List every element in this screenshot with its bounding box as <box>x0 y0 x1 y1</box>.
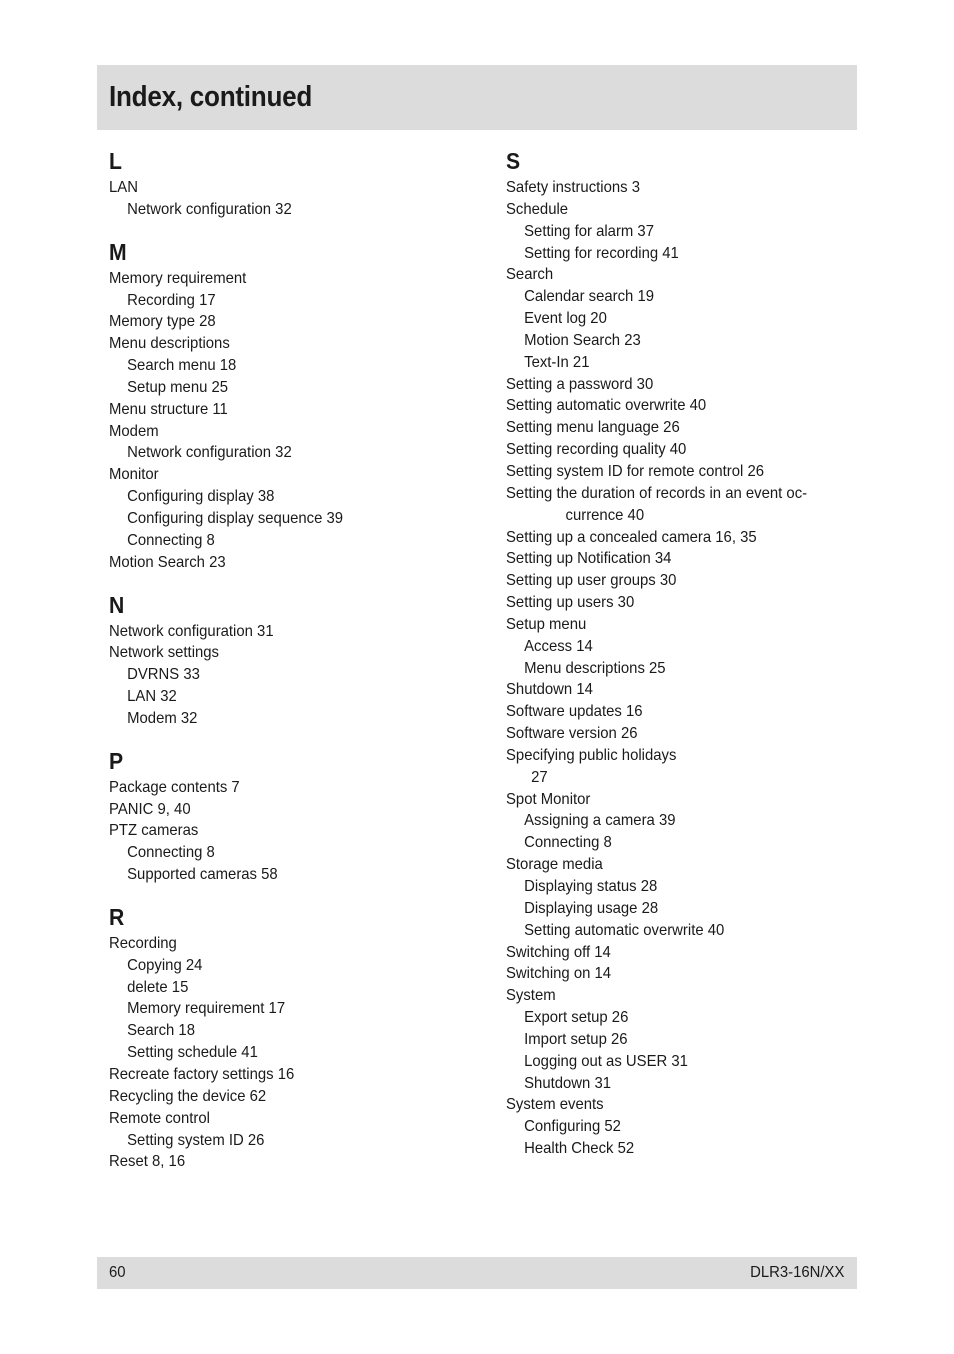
index-entry: Spot Monitor <box>506 790 591 808</box>
index-subentry: Connecting 8 <box>524 834 612 852</box>
index-subentry: Setup menu 25 <box>127 378 229 396</box>
index-entry: Switching off 14 <box>506 943 611 961</box>
index-entry-continuation: 27 <box>531 768 548 786</box>
index-section-l <box>109 146 509 221</box>
page-number: 60 <box>109 1264 126 1281</box>
index-entry: Recording <box>109 934 177 952</box>
index-entry: Memory requirement <box>109 269 247 287</box>
section-letter: R <box>109 903 125 930</box>
index-subentry: Copying 24 <box>127 956 203 974</box>
index-entry: Package contents 7 <box>109 778 240 796</box>
index-entry: Network configuration 31 <box>109 622 274 640</box>
index-subentry: Search 18 <box>127 1022 195 1040</box>
section-letter: M <box>109 238 127 265</box>
index-subentry: Connecting 8 <box>127 844 215 862</box>
index-subentry: Setting schedule 41 <box>127 1044 258 1062</box>
index-entry: Setting system ID for remote control 26 <box>506 462 765 480</box>
index-subentry: Recording 17 <box>127 291 216 309</box>
index-subentry: Search menu 18 <box>127 357 237 375</box>
page-title: Index, continued <box>109 81 313 113</box>
index-section-m <box>109 237 509 574</box>
index-entry: Remote control <box>109 1109 210 1127</box>
index-subentry: Modem 32 <box>127 709 198 727</box>
index-entry: Setting up users 30 <box>506 594 635 612</box>
section-letter: S <box>506 148 521 174</box>
index-entry: System <box>506 987 556 1005</box>
index-entry: Setting menu language 26 <box>506 419 680 437</box>
document-id: DLR3-16N/XX <box>749 1264 844 1281</box>
index-entry: Search <box>506 266 554 284</box>
index-entry: Specifying public holidays <box>506 746 677 764</box>
section-letter: N <box>109 591 125 618</box>
index-column-left <box>109 146 509 1173</box>
index-entry: Recreate factory settings 16 <box>109 1066 295 1083</box>
index-subentry: Access 14 <box>524 637 593 655</box>
index-subentry: delete 15 <box>127 978 189 996</box>
index-entry: Setting up user groups 30 <box>506 572 677 590</box>
index-subentry: Text-In 21 <box>524 353 590 371</box>
index-subentry: Network configuration 32 <box>127 200 292 218</box>
index-subentry: LAN 32 <box>127 688 177 706</box>
index-subentry: Displaying usage 28 <box>524 899 659 917</box>
index-subentry: Calendar search 19 <box>524 288 655 306</box>
index-subentry: Configuring display sequence 39 <box>127 509 344 527</box>
index-entry: Shutdown 14 <box>506 681 593 699</box>
index-subentry: Setting system ID 26 <box>127 1131 265 1149</box>
index-entry: Setup menu <box>506 615 587 633</box>
index-entry: Storage media <box>506 856 603 874</box>
index-section-r <box>109 902 509 1173</box>
index-subentry: Menu descriptions 25 <box>524 659 666 677</box>
index-subentry: Setting automatic overwrite 40 <box>524 921 725 939</box>
index-entry: Switching on 14 <box>506 965 612 983</box>
index-entry: Schedule <box>506 200 569 218</box>
index-entry: Setting automatic overwrite 40 <box>506 397 707 415</box>
index-entry: Software updates 16 <box>506 703 643 721</box>
index-entry: System events <box>506 1096 604 1114</box>
index-subentry: Memory requirement 17 <box>127 1000 286 1018</box>
index-entry: Setting up Notification 34 <box>506 550 672 568</box>
index-column-right <box>506 146 906 1160</box>
section-letter: L <box>109 148 122 174</box>
index-subentry: Connecting 8 <box>127 531 215 549</box>
index-entry: Recycling the device 62 <box>109 1087 267 1105</box>
index-subentry: Assigning a camera 39 <box>524 812 676 830</box>
index-entry: Memory type 28 <box>109 313 216 331</box>
index-subentry: Displaying status 28 <box>524 878 658 895</box>
footer-band <box>97 1257 857 1289</box>
index-entry: PANIC 9, 40 <box>109 800 191 818</box>
index-entry: Software version 26 <box>506 725 638 743</box>
index-entry: LAN <box>109 179 138 196</box>
index-entry: Setting up a concealed camera 16, 35 <box>506 528 757 546</box>
index-entry: Setting recording quality 40 <box>506 441 687 459</box>
index-subentry: Configuring display 38 <box>127 488 275 506</box>
index-subentry: Motion Search 23 <box>524 331 641 349</box>
index-section-s <box>506 146 906 1160</box>
index-entry: Motion Search 23 <box>109 553 226 571</box>
index-subentry: Health Check 52 <box>524 1140 635 1158</box>
index-section-p <box>109 746 509 886</box>
index-entry: Setting the duration of records in an event oc- <box>506 484 808 502</box>
index-entry: Menu structure 11 <box>109 400 228 418</box>
index-entry: Monitor <box>109 466 159 484</box>
index-subentry: Shutdown 31 <box>524 1074 612 1092</box>
index-subentry: Setting for recording 41 <box>524 244 679 262</box>
index-entry: PTZ cameras <box>109 822 199 840</box>
index-subentry: Import setup 26 <box>524 1030 628 1048</box>
index-entry: Reset 8, 16 <box>109 1153 186 1171</box>
index-subentry: Supported cameras 58 <box>127 866 278 884</box>
index-entry-continuation: currence 40 <box>565 506 645 524</box>
index-subentry: Export setup 26 <box>524 1009 629 1027</box>
index-subentry: Network configuration 32 <box>127 444 292 462</box>
index-entry: Modem <box>109 422 159 440</box>
index-entry: Menu descriptions <box>109 335 230 353</box>
index-entry: Network settings <box>109 644 219 662</box>
index-section-n <box>109 590 509 730</box>
index-subentry: Event log 20 <box>524 310 607 328</box>
header-band <box>97 65 857 130</box>
index-subentry: Configuring 52 <box>524 1118 621 1136</box>
section-letter: P <box>109 747 124 774</box>
index-entry: Safety instructions 3 <box>506 179 640 196</box>
index-subentry: DVRNS 33 <box>127 666 200 684</box>
index-entry: Setting a password 30 <box>506 375 654 393</box>
index-subentry: Setting for alarm 37 <box>524 222 654 240</box>
index-subentry: Logging out as USER 31 <box>524 1052 688 1070</box>
